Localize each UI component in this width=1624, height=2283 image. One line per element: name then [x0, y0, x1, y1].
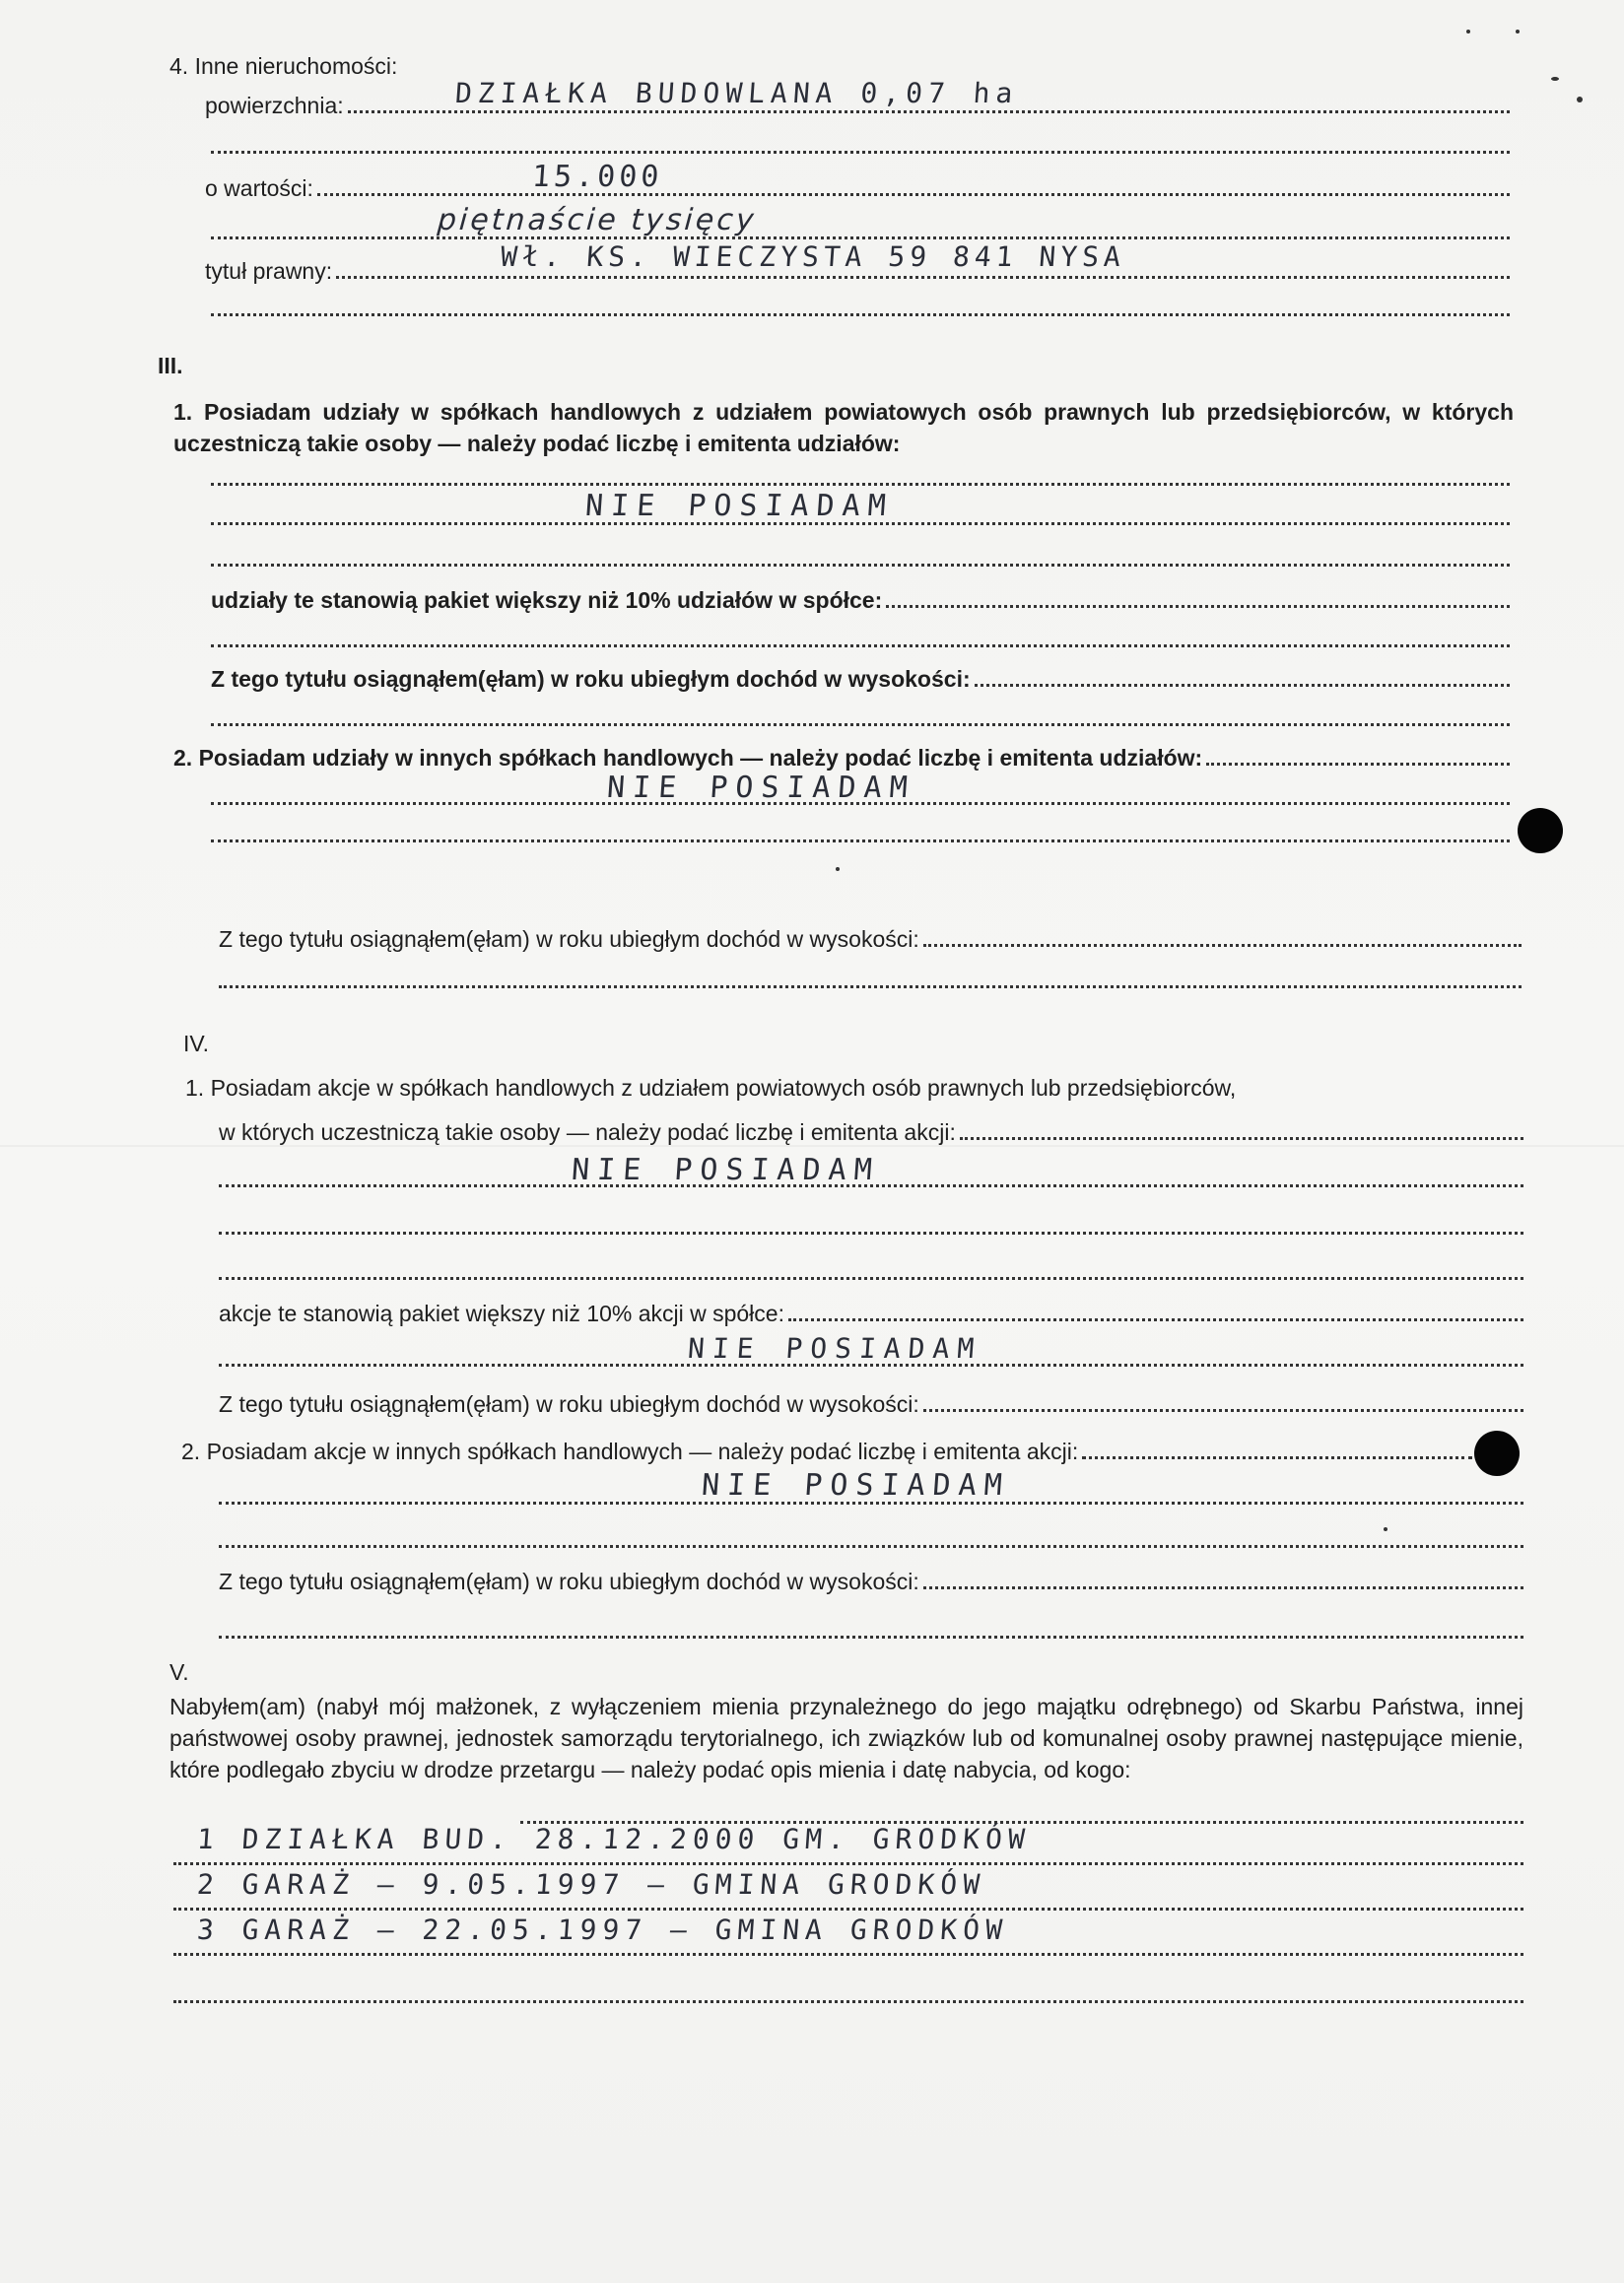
section-iv-item1-income-label: Z tego tytułu osiągnąłem(ęłam) w roku ubiegłym dochód w wysokości: [219, 1391, 919, 1417]
section-iv-item1-line4[interactable] [219, 1277, 1523, 1280]
section-iv-pakiet-answer: NIE POSIADAM [686, 1332, 983, 1365]
section-iv-item1-answer: NIE POSIADAM [570, 1153, 881, 1187]
section-v-heading: V. [169, 1659, 189, 1685]
section-iii-item1-line3[interactable] [211, 564, 1510, 567]
section-iii-item1-income-label: Z tego tytułu osiągnąłem(ęłam) w roku ubiegłym dochód w wysokości: [211, 666, 971, 692]
area-label: powierzchnia: [205, 93, 344, 118]
section-iv-pakiet-label: akcje te stanowią pakiet większy niż 10% akcji w spółce: [219, 1301, 784, 1326]
title-value: Wł. KS. WIECZYSTA 59 841 NYSA [499, 240, 1127, 273]
area-line-extra[interactable] [211, 151, 1510, 154]
section-iv-item1-line3[interactable] [219, 1232, 1523, 1235]
section-iv-item1-line[interactable] [219, 1117, 1523, 1147]
value-words-line[interactable] [211, 236, 1510, 239]
section-iii-item1-answer: NIE POSIADAM [583, 489, 895, 523]
section-iii-pakiet-label: udziały te stanowią pakiet większy niż 10% udziałów w spółce: [211, 587, 883, 613]
section-iii-item2-income-label: Z tego tytułu osiągnąłem(ęłam) w roku ubiegłym dochód w wysokości: [219, 926, 919, 952]
value-label: o wartości: [205, 175, 313, 201]
section-iv-item2-income-line[interactable] [219, 1567, 1523, 1596]
value-line[interactable] [205, 173, 1510, 203]
section-v-entry-line-4[interactable] [173, 2000, 1523, 2003]
section-iii-item1-income-line-extra[interactable] [211, 723, 1510, 726]
title-label: tytuł prawny: [205, 258, 333, 284]
section-v-entry-1: 1 DZIAŁKA BUD. 28.12.2000 GM. GRODKÓW [195, 1823, 1032, 1855]
section-iii-item1-text: 1. Posiadam udziały w spółkach handlowych z udziałem powiatowych osób prawnych lub przedsiębiorców, w których uczestniczą takie osoby — należy podać liczbę i emitenta udziałów: [173, 399, 1514, 456]
section-iii-item2-text: 2. Posiadam udziały w innych spółkach handlowych — należy podać liczbę i emitenta udziałów: [173, 745, 1203, 771]
section-iii-item2-answer: NIE POSIADAM [605, 771, 916, 805]
value-words: piętnaście tysięcy [436, 203, 758, 237]
value-amount: 15.000 [530, 160, 664, 194]
section-iv-pakiet-line[interactable] [219, 1299, 1523, 1328]
paper-speck [1577, 97, 1583, 102]
section-iii-item2-income-line[interactable] [219, 924, 1522, 954]
section-iii-item1-income-line[interactable] [211, 664, 1510, 694]
section-v-entry-2: 2 GARAŻ – 9.05.1997 – GMINA GRODKÓW [195, 1868, 987, 1901]
section-iv-item1-income-line[interactable] [219, 1389, 1523, 1419]
title-line-extra[interactable] [211, 313, 1510, 316]
punch-hole-lower [1474, 1431, 1520, 1476]
section-iv-item1-line2: w których uczestniczą takie osoby — należy podać liczbę i emitenta akcji: [219, 1119, 956, 1145]
section-iv-item2-line[interactable] [181, 1437, 1472, 1466]
area-value: DZIAŁKA BUDOWLANA 0,07 ha [453, 77, 1020, 109]
section-iii-pakiet-line-extra[interactable] [211, 644, 1510, 647]
section-iii-pakiet-line[interactable] [211, 585, 1510, 615]
paper-speck [836, 867, 840, 871]
section-v-entry-line-3[interactable] [173, 1953, 1523, 1956]
section-iv-item2-income-line-extra[interactable] [219, 1636, 1523, 1639]
section-v-entry-line-1[interactable] [173, 1862, 1523, 1865]
section-iii-item1-line1[interactable] [211, 483, 1510, 486]
section-v-entry-3: 3 GARAŻ – 22.05.1997 – GMINA GRODKÓW [195, 1914, 1010, 1946]
section-iv-item2-text: 2. Posiadam akcje w innych spółkach handlowych — należy podać liczbę i emitenta akcji: [181, 1439, 1079, 1464]
section-v-entry-line-2[interactable] [173, 1908, 1523, 1911]
section-iii-item2-line3[interactable] [211, 839, 1510, 842]
section-iii-item2-income-line-extra[interactable] [219, 985, 1522, 988]
section-iv-heading: IV. [183, 1031, 210, 1056]
paper-speck [1466, 30, 1470, 34]
section-iii-item2-line[interactable] [173, 743, 1510, 772]
other-property-heading: 4. Inne nieruchomości: [169, 53, 398, 79]
section-iv-item2-answer: NIE POSIADAM [700, 1468, 1011, 1503]
section-v-text: Nabyłem(am) (nabył mój małżonek, z wyłączeniem mienia przynależnego do jego majątku odrębnego) od Skarbu Państwa, innej państwowej osoby prawnej, jednostek samorządu terytorialnego, ich związków lub od komunalnej osoby prawnej następujące mienie, które podlegało zbyciu w drodze przetargu — należy podać opis mienia i datę nabycia, od kogo: [169, 1694, 1523, 1782]
section-iv-item1-line1: 1. Posiadam akcje w spółkach handlowych z udziałem powiatowych osób prawnych lub przedsiębiorców, [185, 1075, 1237, 1101]
paper-speck [1551, 77, 1559, 81]
section-iii-heading: III. [158, 353, 183, 378]
section-iv-item2-income-label: Z tego tytułu osiągnąłem(ęłam) w roku ubiegłym dochód w wysokości: [219, 1569, 919, 1594]
punch-hole-upper [1518, 808, 1563, 853]
section-iv-item2-line3[interactable] [219, 1545, 1523, 1548]
paper-speck [1516, 30, 1520, 34]
paper-speck [1384, 1527, 1387, 1531]
